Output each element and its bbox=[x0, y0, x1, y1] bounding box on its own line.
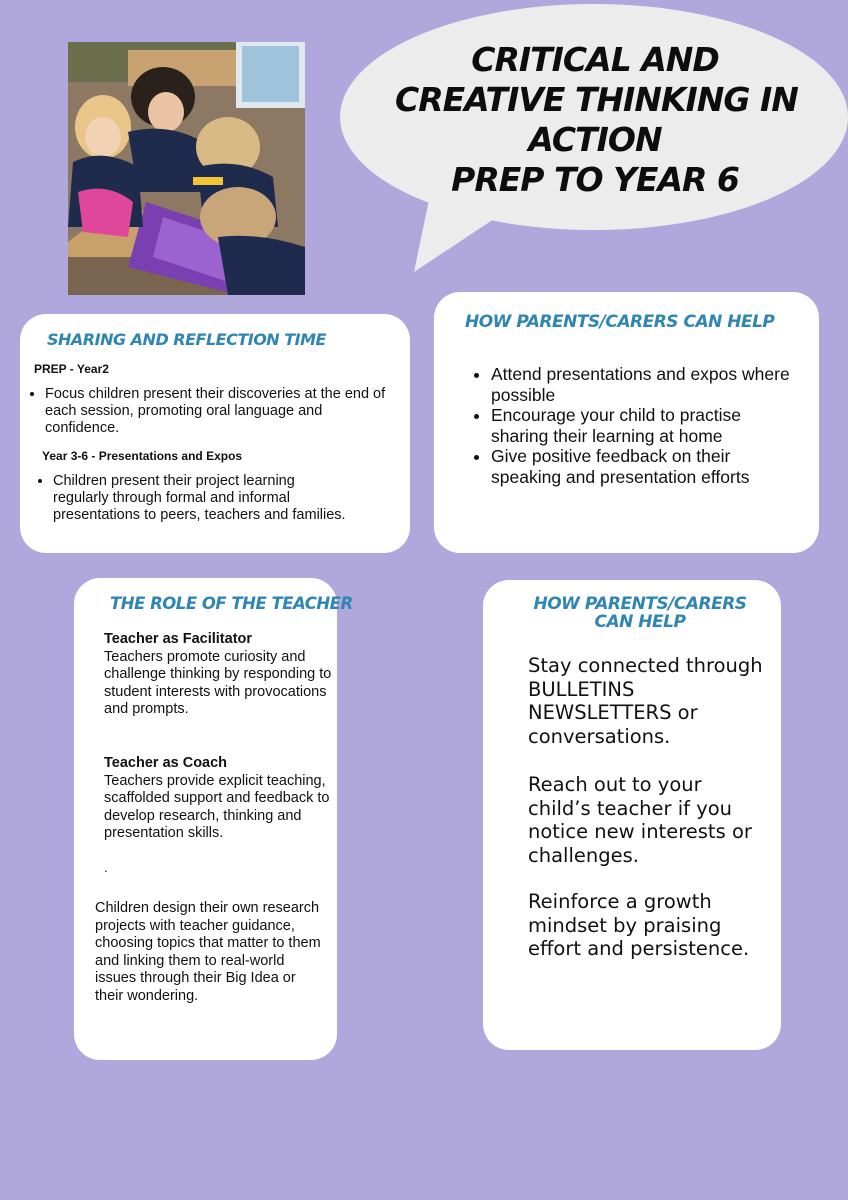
help2-paragraph-3: Reinforce a growth mindset by praising effort and persistence. bbox=[528, 890, 750, 960]
parents-help-card-1 bbox=[434, 292, 819, 553]
coach-text: Teachers provide explicit teaching, scaffolded support and feedback to develop research, thinking and presentation skills. bbox=[104, 772, 330, 841]
coach-block bbox=[104, 755, 336, 843]
title-line-1: CRITICAL AND bbox=[471, 40, 719, 79]
list-item: • Attend presentations and expos where possible bbox=[491, 364, 791, 405]
title-line-3: ACTION bbox=[528, 120, 662, 159]
prep-list bbox=[23, 386, 390, 437]
help2-paragraph-2: Reach out to your child’s teacher if you notice new interests or challenges. bbox=[528, 773, 752, 867]
title-line-4: PREP TO YEAR 6 bbox=[451, 160, 739, 199]
facilitator-title: Teacher as Facilitator bbox=[104, 631, 253, 647]
help2-paragraph-1: Stay connected through BULLETINS NEWSLETTERS or conversations. bbox=[528, 654, 763, 748]
list-item: • Focus children present their discoveries at the end of each session, promoting oral language and confidence. bbox=[45, 386, 390, 437]
sharing-heading: SHARING AND REFLECTION TIME bbox=[47, 330, 326, 349]
help1-list bbox=[453, 364, 791, 487]
prep-subheading: PREP - Year2 bbox=[34, 362, 109, 376]
year-subheading: Year 3-6 - Presentations and Expos bbox=[42, 449, 243, 463]
list-item: • Give positive feedback on their speaking and presentation efforts bbox=[491, 446, 791, 487]
page-title bbox=[395, 40, 798, 200]
facilitator-text: Teachers promote curiosity and challenge thinking by responding to student interests with provocations and prompts. bbox=[104, 648, 332, 717]
help2-heading-line-1: HOW PARENTS/CARERS bbox=[533, 594, 747, 614]
design-text: Children design their own research projects with teacher guidance, choosing topics that matter to them and linking them to real-world issues through their Big Idea or their wondering. bbox=[95, 900, 321, 1004]
stray-dot: . bbox=[104, 860, 108, 875]
help1-heading: HOW PARENTS/CARERS CAN HELP bbox=[465, 312, 775, 332]
parents-help-card-2 bbox=[483, 580, 781, 1050]
list-item: • Children present their project learning regularly through formal and informal presentations to peers, teachers and families. bbox=[53, 473, 353, 524]
teacher-role-card bbox=[74, 578, 353, 1060]
coach-title: Teacher as Coach bbox=[104, 755, 228, 771]
help2-heading bbox=[483, 595, 797, 631]
help2-heading-line-2: CAN HELP bbox=[594, 612, 686, 632]
sharing-reflection-card bbox=[20, 314, 410, 553]
teacher-heading: THE ROLE OF THE TEACHER bbox=[110, 594, 353, 613]
year-list bbox=[31, 473, 353, 524]
list-item: • Encourage your child to practise sharing their learning at home bbox=[491, 405, 791, 446]
title-line-2: CREATIVE THINKING IN bbox=[395, 80, 798, 119]
facilitator-block bbox=[104, 631, 336, 719]
